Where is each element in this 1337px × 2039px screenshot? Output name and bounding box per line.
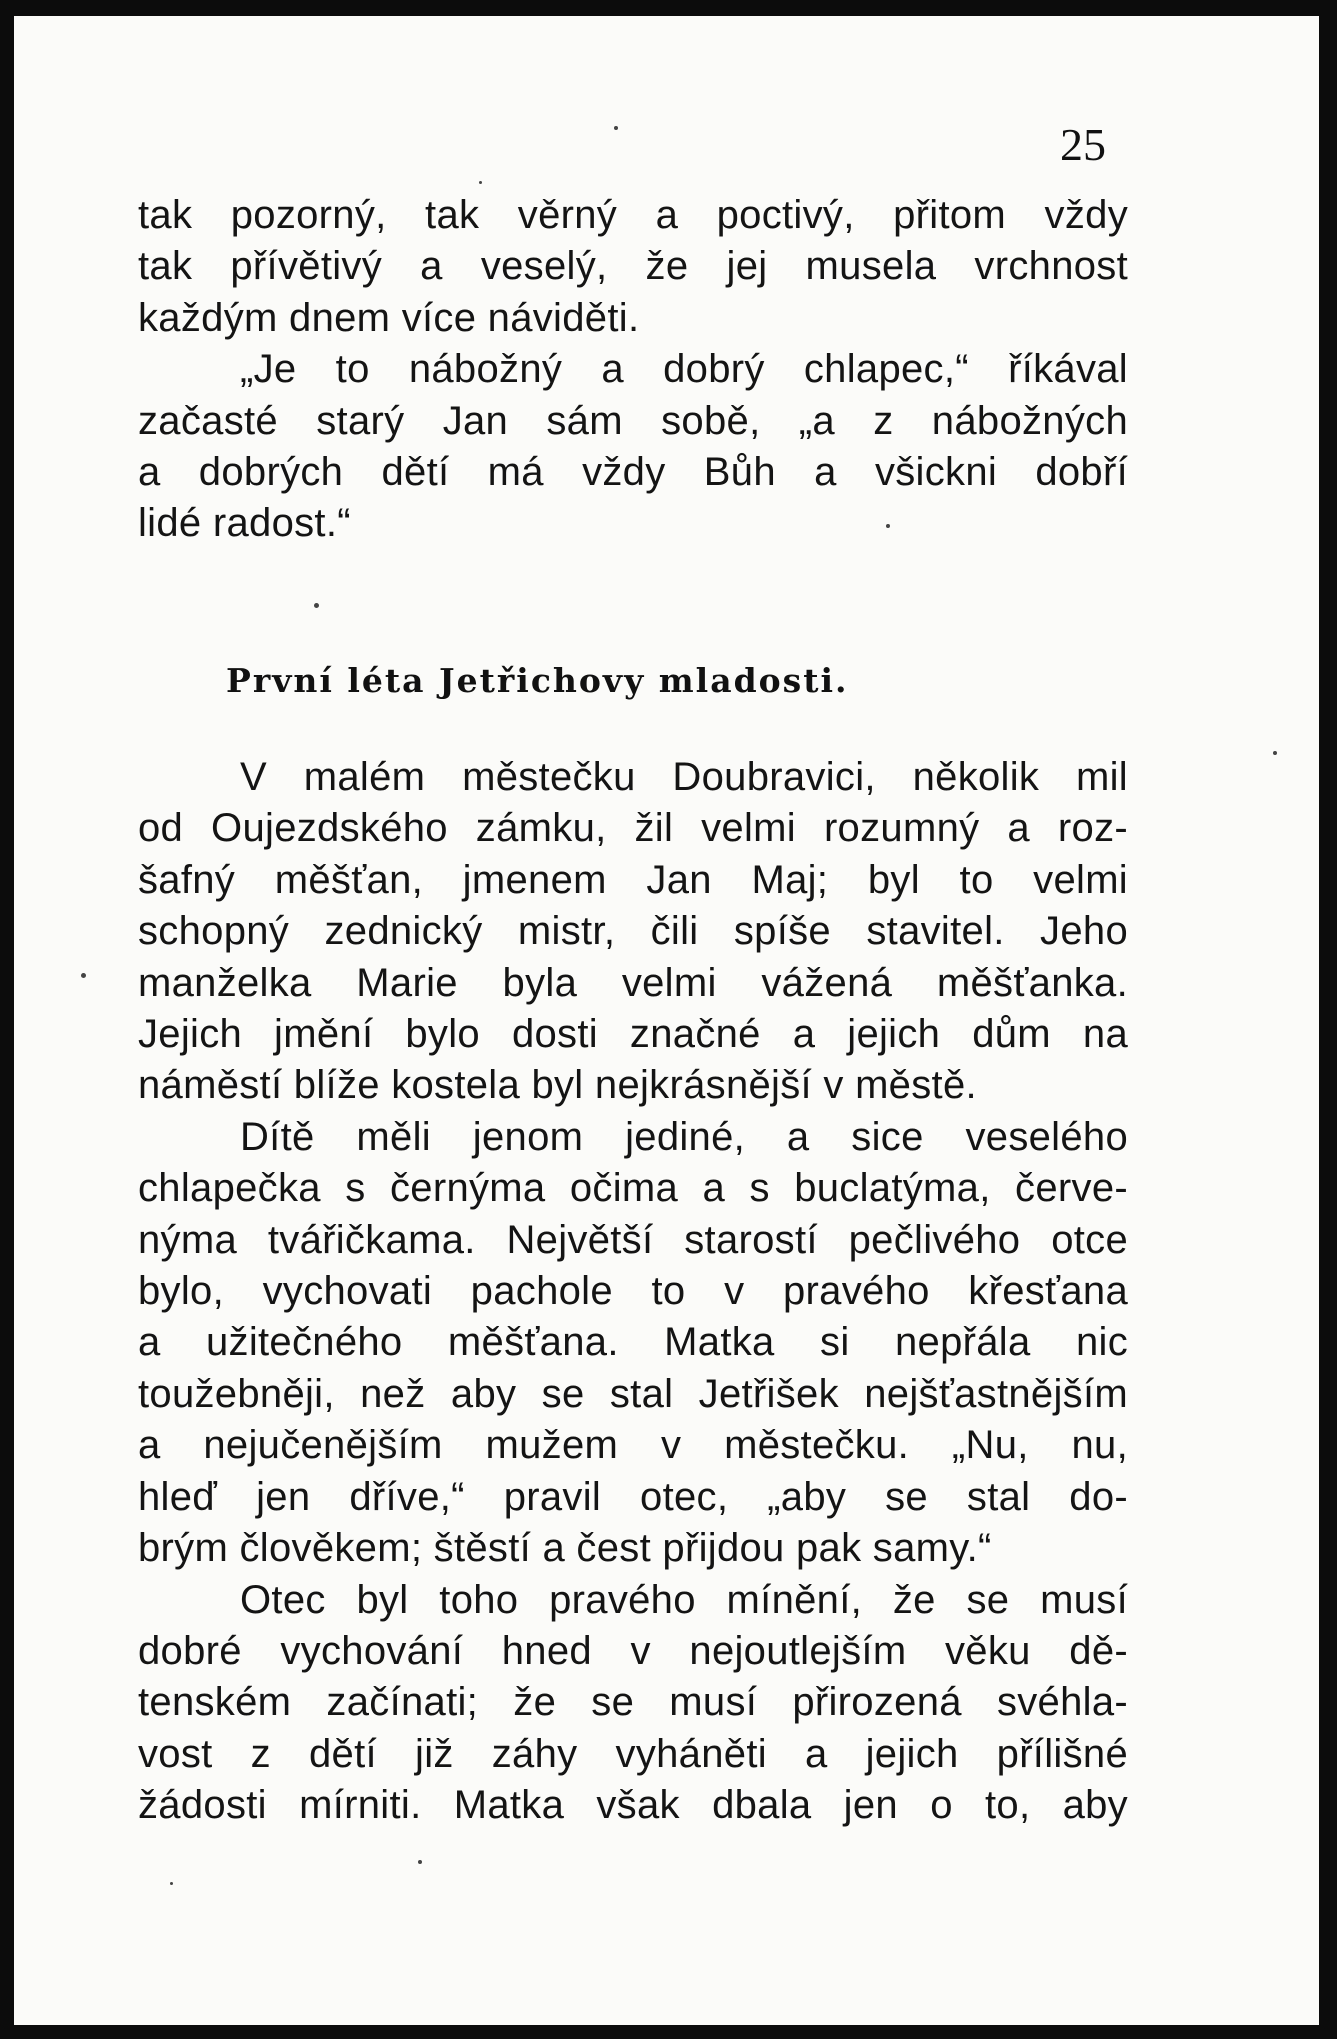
text-line: dobré vychování hned v nejoutlejším věku dě- — [138, 1628, 1128, 1673]
text-line: žádosti mírniti. Matka však dbala jen o to, aby — [138, 1783, 1128, 1828]
text-line: nýma tvářičkama. Největší starostí pečlivého otce — [138, 1217, 1128, 1262]
text-line: od Oujezdského zámku, žil velmi rozumný a roz- — [138, 806, 1128, 851]
text-line: každým dnem více náviděti. — [138, 295, 640, 340]
text-line: tak pozorný, tak věrný a poctivý, přitom vždy — [138, 193, 1128, 237]
text-line: lidé radost.“ — [138, 501, 351, 546]
dust-speck — [170, 1882, 173, 1885]
text-line: vost z dětí již záhy vyháněti a jejich přílišné — [138, 1731, 1128, 1776]
text-line: schopný zednický mistr, čili spíše stavitel. Jeho — [138, 909, 1128, 954]
body-text-section-2 — [138, 752, 1128, 1832]
text-line: Jejich jmění bylo dosti značné a jejich dům na — [138, 1012, 1128, 1057]
page-number: 25 — [1060, 119, 1106, 170]
dust-speck — [418, 1860, 422, 1864]
body-text-section-1 — [138, 190, 1128, 550]
text-line: toužebněji, než aby se stal Jetřišek nejšťastnějším — [138, 1371, 1128, 1416]
text-line: V malém městečku Doubravici, několik mil — [240, 755, 1128, 799]
text-line: začasté starý Jan sám sobě, „a z nábožných — [138, 398, 1128, 443]
text-line: bylo, vychovati pachole to v pravého křesťana — [138, 1269, 1128, 1314]
text-line: tenském začínati; že se musí přirozená svéhla- — [138, 1680, 1128, 1725]
dust-speck — [614, 126, 618, 130]
chapter-heading: První léta Jetřichovy mladosti. — [226, 661, 849, 700]
text-line: náměstí blíže kostela byl nejkrásnější v městě. — [138, 1063, 977, 1108]
text-line: Otec byl toho pravého mínění, že se musí — [240, 1577, 1128, 1622]
text-line: manželka Marie byla velmi vážená měšťanka. — [138, 960, 1128, 1005]
dust-speck — [314, 603, 319, 608]
text-line: hleď jen dříve,“ pravil otec, „aby se stal do- — [138, 1474, 1128, 1519]
text-line: Dítě měli jenom jediné, a sice veselého — [240, 1114, 1128, 1159]
dust-speck — [1273, 751, 1277, 755]
dust-speck — [479, 181, 482, 184]
text-line: tak přívětivý a veselý, že jej musela vrchnost — [138, 244, 1128, 289]
text-line: a dobrých dětí má vždy Bůh a všickni dobří — [138, 450, 1128, 495]
text-line: brým člověkem; štěstí a čest přijdou pak samy.“ — [138, 1526, 992, 1571]
text-line: šafný měšťan, jmenem Jan Maj; byl to velmi — [138, 857, 1128, 902]
text-line: „Je to nábožný a dobrý chlapec,“ říkával — [240, 347, 1128, 392]
text-line: chlapečka s černýma očima a s buclatýma, červe- — [138, 1166, 1128, 1211]
text-line: a užitečného měšťana. Matka si nepřála nic — [138, 1320, 1128, 1365]
text-line: a nejučenějším mužem v městečku. „Nu, nu, — [138, 1423, 1128, 1468]
dust-speck — [81, 973, 86, 978]
